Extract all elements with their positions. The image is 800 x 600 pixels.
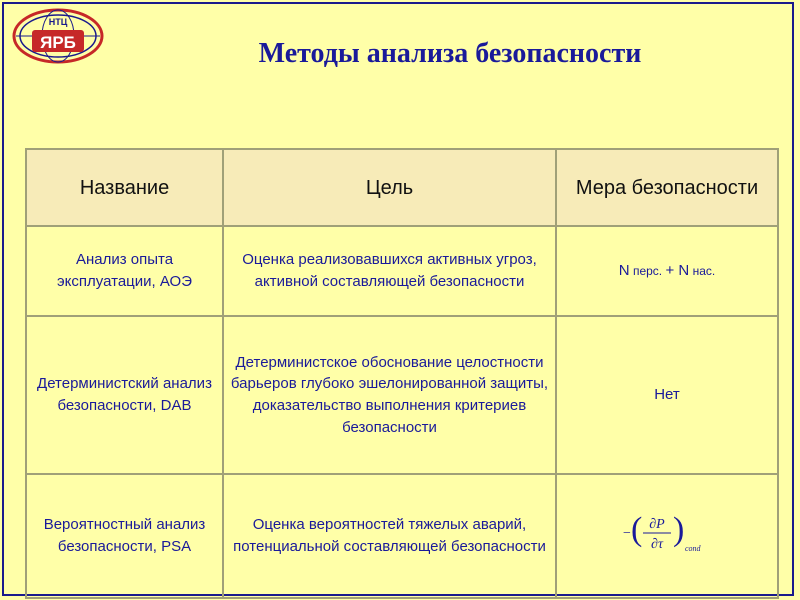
header-measure: Мера безопасности <box>556 149 778 226</box>
measure-n1: N <box>618 262 630 280</box>
cell-goal: Оценка реализовавшихся активных угроз, активной составляющей безопасности <box>223 226 556 316</box>
logo-main-text: ЯРБ <box>40 33 76 52</box>
formula-numerator: ∂P <box>649 516 665 532</box>
measure-n2-sub: нас. <box>689 264 716 279</box>
cell-name: Детерминистский анализ безопасности, DAB <box>26 316 223 474</box>
header-goal: Цель <box>223 149 556 226</box>
formula-denominator: ∂τ <box>651 536 663 552</box>
table-header-row <box>26 149 778 226</box>
formula <box>621 511 713 555</box>
table-row <box>26 226 778 316</box>
formula-left-paren: ( <box>631 510 643 548</box>
formula-subscript: cond <box>685 543 701 553</box>
methods-table <box>25 148 779 599</box>
cell-name: Анализ опыта эксплуатации, АОЭ <box>26 226 223 316</box>
logo-icon <box>8 6 108 66</box>
formula-right-paren: ) <box>673 510 685 548</box>
header-name: Название <box>26 149 223 226</box>
cell-measure <box>556 474 778 598</box>
cell-measure <box>556 226 778 316</box>
page-title: Методы анализа безопасности <box>258 38 642 69</box>
table-row <box>26 316 778 474</box>
cell-measure: Нет <box>556 316 778 474</box>
cell-goal: Детерминистское обоснование целостности барьеров глубоко эшелонированной защиты, доказательство выполнения критериев безопасности <box>223 316 556 474</box>
logo-top-text: НТЦ <box>48 17 68 27</box>
cell-goal: Оценка вероятностей тяжелых аварий, потенциальной составляющей безопасности <box>223 474 556 598</box>
measure-n1-sub: перс. <box>629 264 666 279</box>
cell-name: Вероятностный анализ безопасности, PSA <box>26 474 223 598</box>
table-row <box>26 474 778 598</box>
measure-plus: + N <box>665 262 690 280</box>
formula-minus: − <box>623 525 631 541</box>
